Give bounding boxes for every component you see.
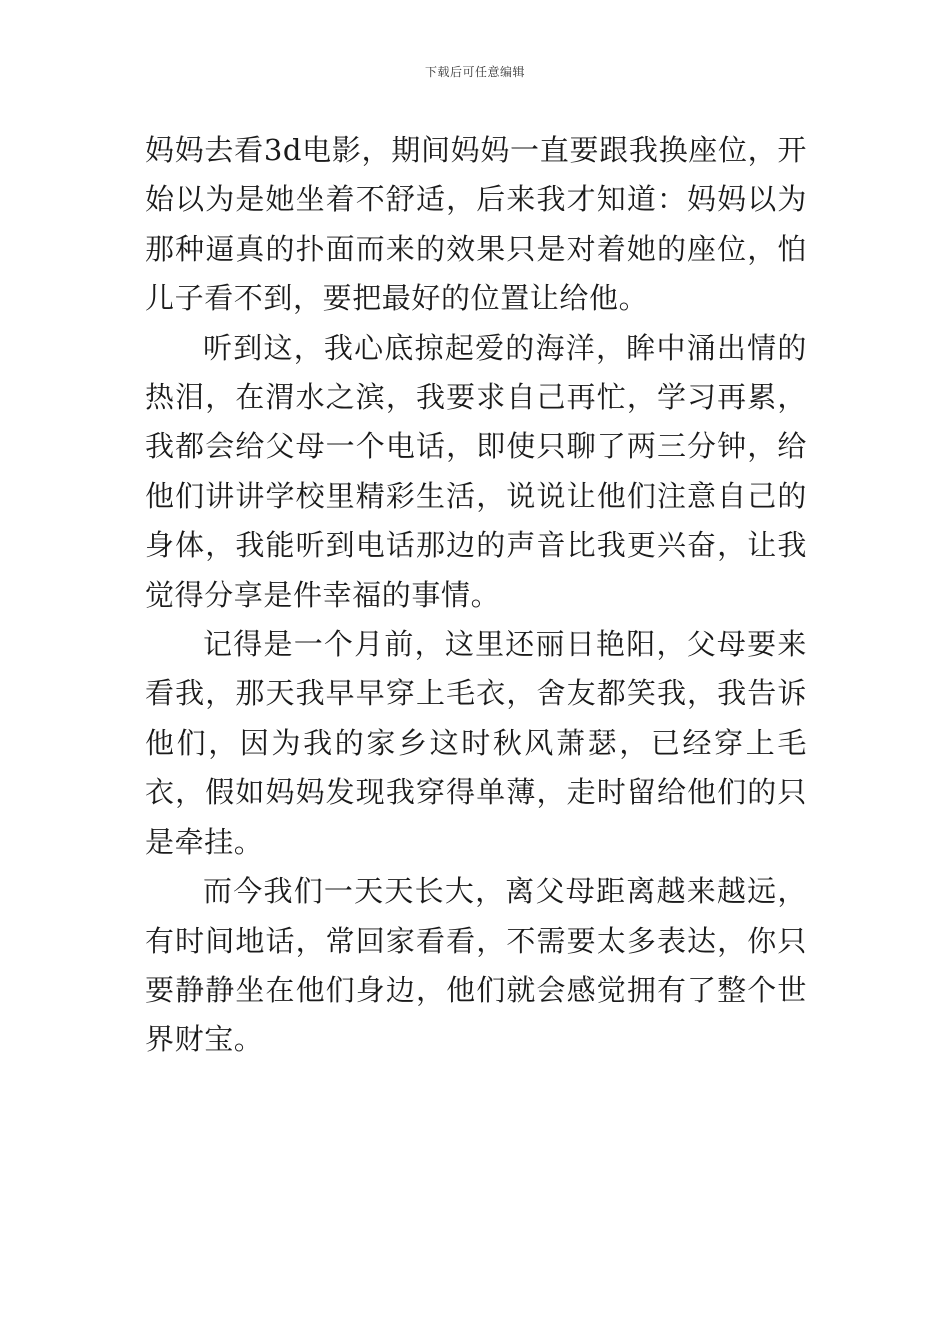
- paragraph-3: 记得是一个月前，这里还丽日艳阳，父母要来看我，那天我早早穿上毛衣，舍友都笑我，我告诉他们，因为我的家乡这时秋风萧瑟，已经穿上毛衣，假如妈妈发现我穿得单薄，走时留给他们的只是牵挂。: [145, 627, 807, 859]
- page-header: 下载后可任意编辑: [424, 65, 525, 79]
- paragraph-4: 而今我们一天天长大，离父母距离越来越远，有时间地话，常回家看看，不需要太多表达，你只要静静坐在他们身边，他们就会感觉拥有了整个世界财宝。: [145, 874, 807, 1057]
- document-body: [145, 126, 807, 1065]
- paragraph-2: 听到这，我心底掠起爱的海洋，眸中涌出情的热泪，在渭水之滨，我要求自己再忙，学习再累，我都会给父母一个电话，即使只聊了两三分钟，给他们讲讲学校里精彩生活，说说让他们注意自己的身体，我能听到电话那边的声音比我更兴奋，让我觉得分享是件幸福的事情。: [145, 330, 807, 612]
- paragraph-1: 妈妈去看3d电影，期间妈妈一直要跟我换座位，开始以为是她坐着不舒适，后来我才知道：妈妈以为那种逼真的扑面而来的效果只是对着她的座位，怕儿子看不到，要把最好的位置让给他。: [145, 133, 807, 316]
